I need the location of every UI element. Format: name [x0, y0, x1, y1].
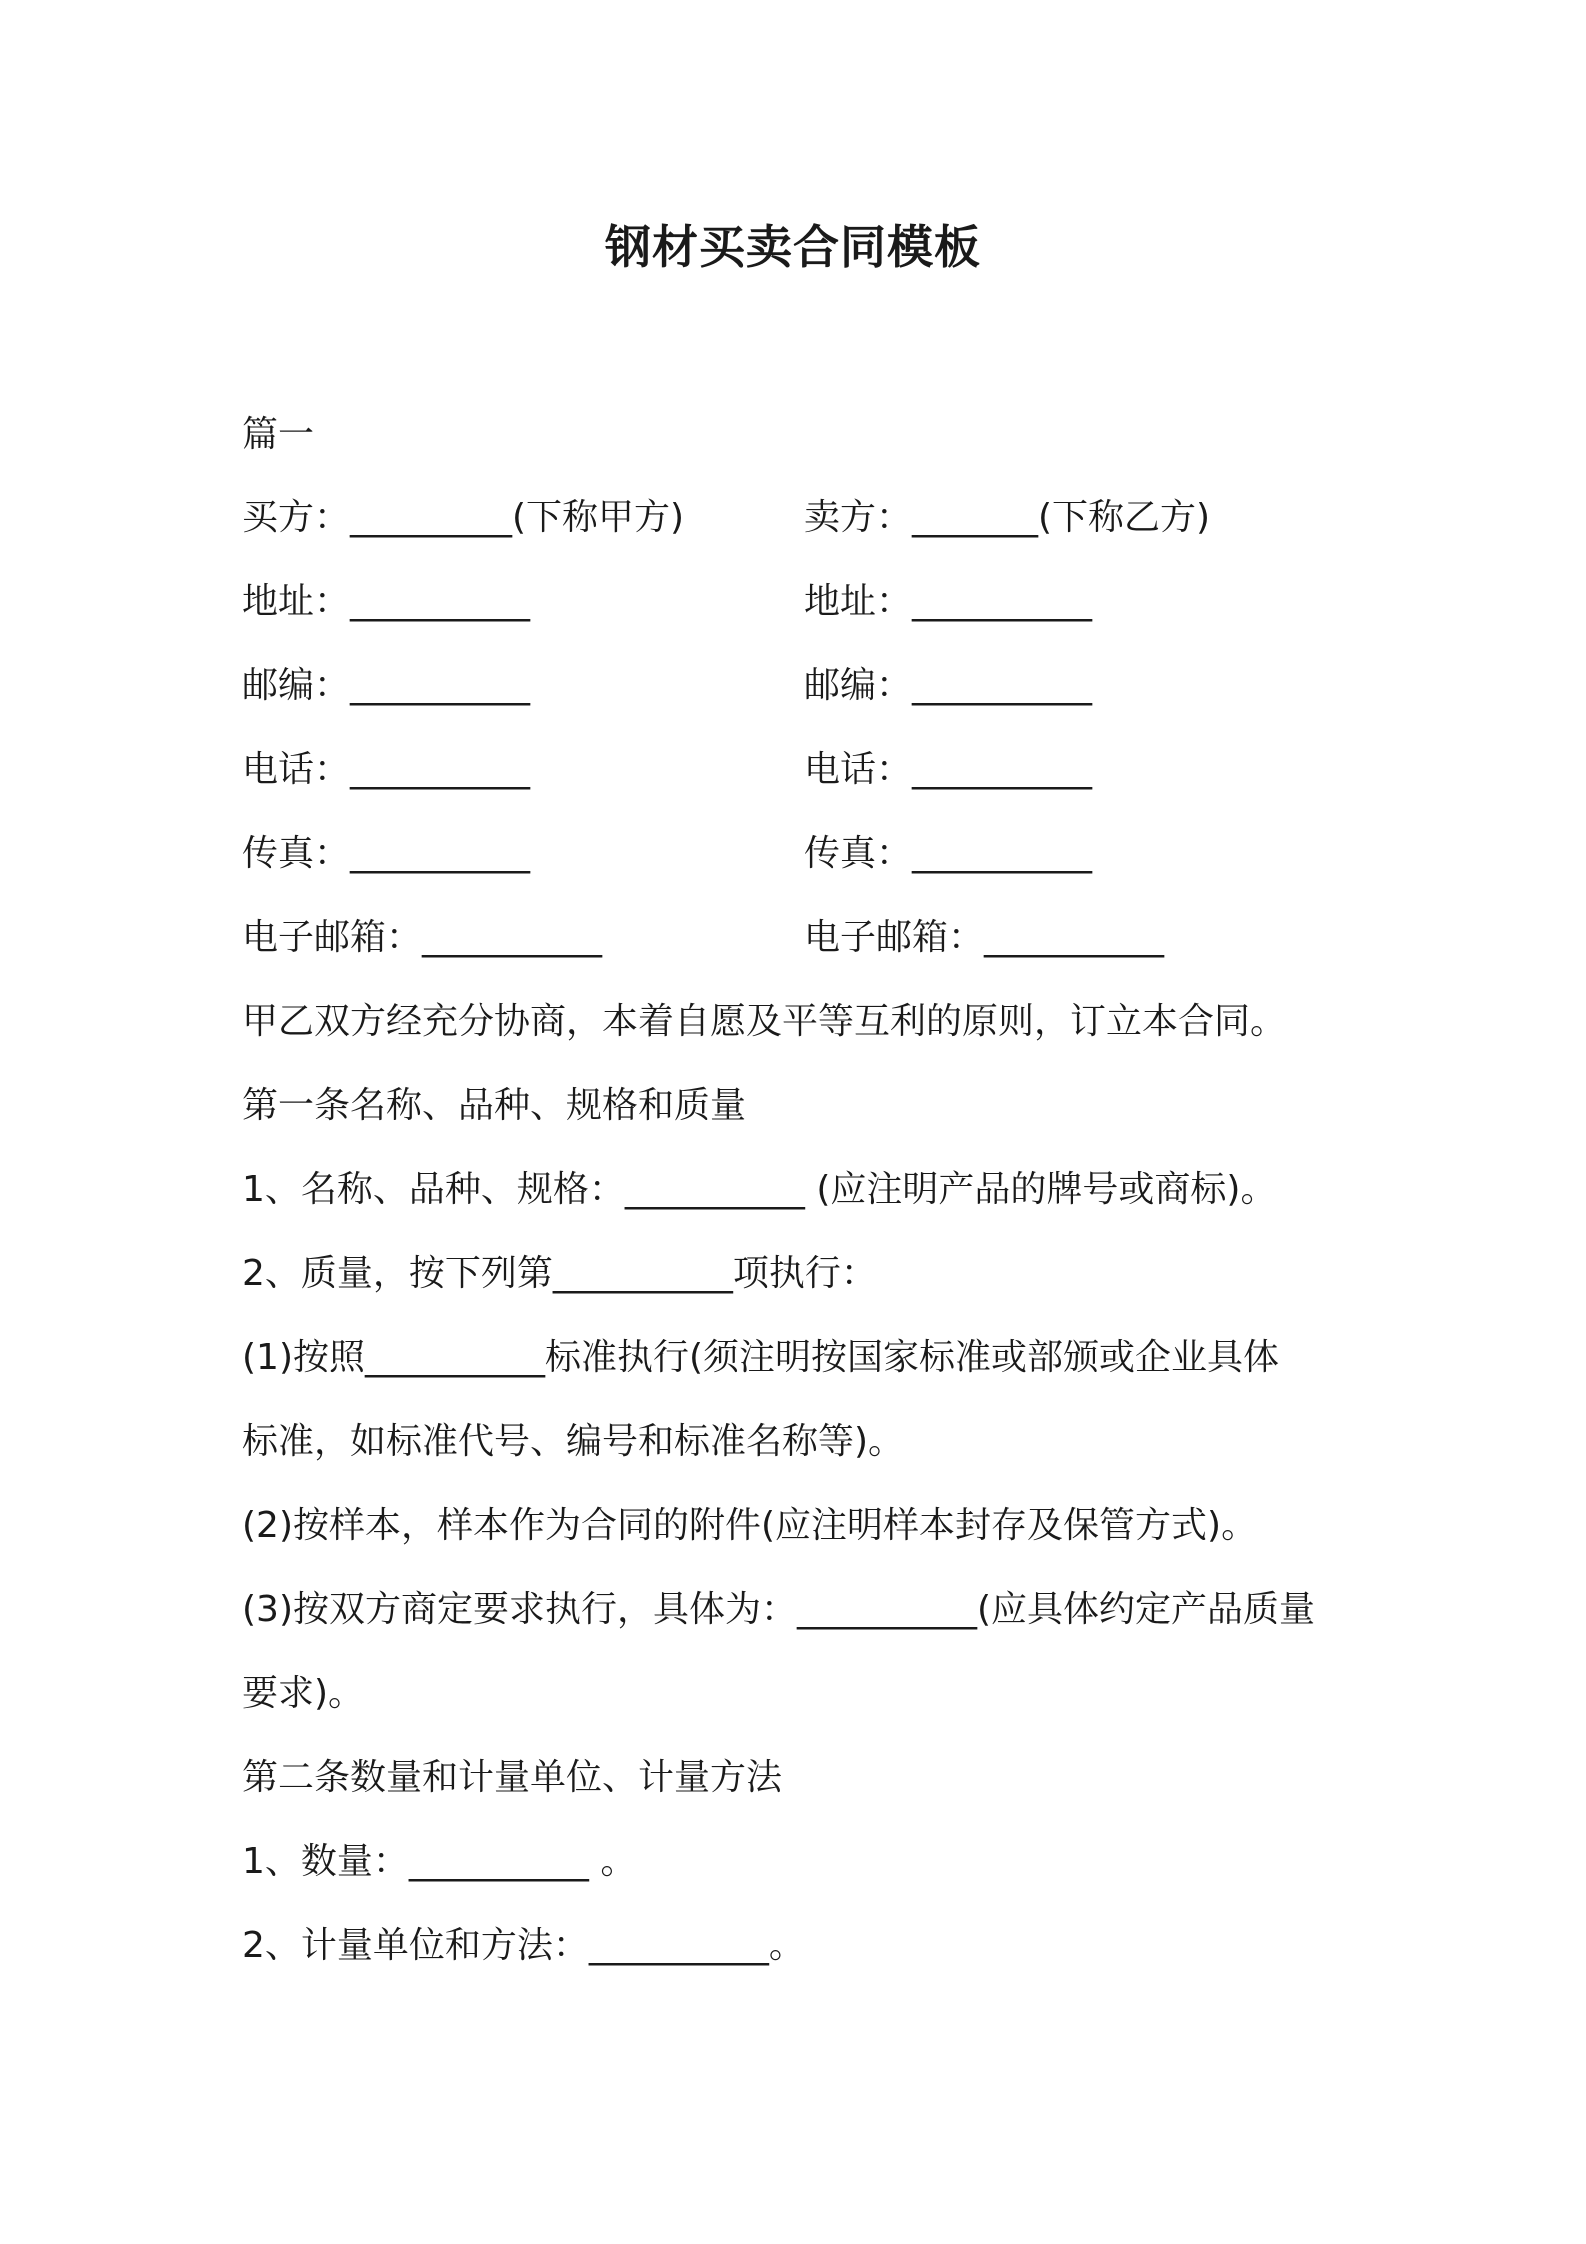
seller-email-line: 电子邮箱：__________	[804, 917, 1165, 958]
buyer-name-line: 买方：_________(下称甲方)	[242, 497, 685, 538]
seller-address-line: 地址：__________	[804, 581, 1093, 622]
buyer-postcode-line: 邮编：__________	[242, 665, 531, 706]
intro-paragraph: 甲乙双方经充分协商，本着自愿及平等互利的原则，订立本合同。	[242, 1001, 1287, 1042]
article-two-heading: 第二条数量和计量单位、计量方法	[242, 1757, 783, 1798]
quality-option-1: (1)按照__________标准执行(须注明按国家标准或部颁或企业具体	[242, 1337, 1280, 1378]
document-title: 钢材买卖合同模板	[605, 220, 981, 274]
seller-fax-line: 传真：__________	[804, 833, 1093, 874]
buyer-fax-line: 传真：__________	[242, 833, 531, 874]
article-one-item-1: 1、名称、品种、规格：__________ (应注明产品的牌号或商标)。	[242, 1169, 1277, 1210]
article-one-item-2: 2、质量，按下列第__________项执行：	[242, 1253, 877, 1294]
seller-name-line: 卖方：_______(下称乙方)	[804, 497, 1211, 538]
buyer-email-line: 电子邮箱：__________	[242, 917, 603, 958]
buyer-phone-line: 电话：__________	[242, 749, 531, 790]
quality-option-3: (3)按双方商定要求执行，具体为：__________(应具体约定产品质量	[242, 1589, 1316, 1630]
section-label: 篇一	[242, 414, 315, 455]
seller-postcode-line: 邮编：__________	[804, 665, 1093, 706]
article-two-item-1: 1、数量：__________ 。	[242, 1841, 637, 1882]
quality-option-1-cont: 标准，如标准代号、编号和标准名称等)。	[242, 1421, 905, 1462]
buyer-address-line: 地址：__________	[242, 581, 531, 622]
quality-option-2: (2)按样本，样本作为合同的附件(应注明样本封存及保管方式)。	[242, 1505, 1258, 1546]
article-two-item-2: 2、计量单位和方法：__________。	[242, 1925, 805, 1966]
seller-phone-line: 电话：__________	[804, 749, 1093, 790]
quality-option-3-cont: 要求)。	[242, 1673, 365, 1714]
article-one-heading: 第一条名称、品种、规格和质量	[242, 1085, 747, 1126]
